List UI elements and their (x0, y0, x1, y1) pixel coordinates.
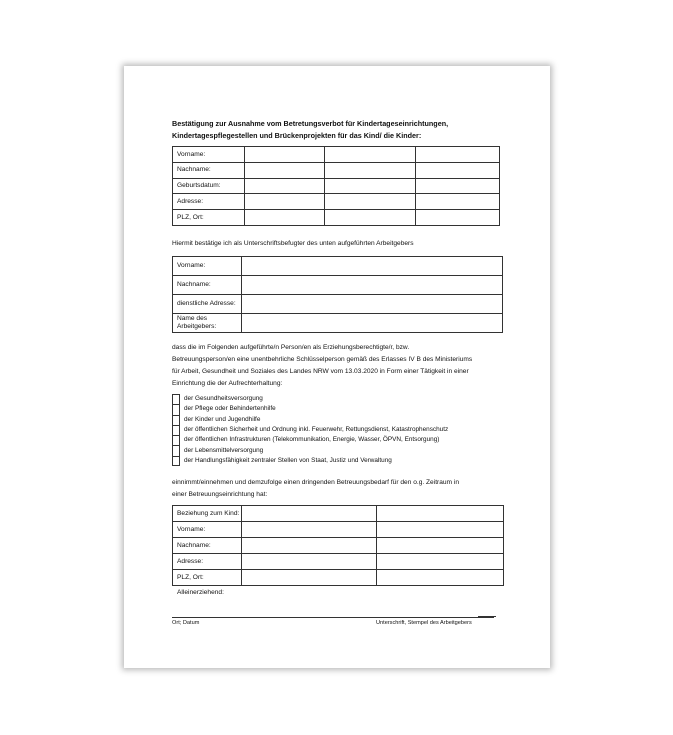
input-cell[interactable] (325, 194, 416, 210)
checklist-item[interactable] (172, 415, 448, 425)
input-cell[interactable] (245, 210, 325, 226)
checkbox[interactable] (172, 404, 180, 414)
input-cell[interactable] (325, 163, 416, 179)
sector-checklist (172, 394, 448, 466)
checkbox-label: der Kinder und Jugendhilfe (184, 415, 261, 423)
input-cell[interactable] (325, 147, 416, 163)
checkbox[interactable] (172, 415, 180, 425)
title-line: Bestätigung zur Ausnahme vom Betretungsverbot für Kindertageseinrichtungen, (172, 119, 449, 128)
checkbox-label: der Gesundheitsversorgung (184, 395, 263, 403)
field-label: Nachname: (173, 276, 242, 295)
declaration-line: Einrichtung die der Aufrechterhaltung: (172, 380, 283, 387)
table-row (173, 210, 500, 226)
field-label: Adresse: (173, 194, 245, 210)
checkbox-label: der Pflege oder Behindertenhilfe (184, 405, 276, 413)
employer-table (172, 256, 503, 333)
signature-line (172, 617, 494, 618)
table-row (173, 147, 500, 163)
input-cell[interactable] (377, 538, 504, 554)
table-row (173, 276, 503, 295)
input-cell[interactable] (242, 257, 503, 276)
input-cell[interactable] (245, 163, 325, 179)
field-label: Nachname: (173, 163, 245, 179)
checklist-item[interactable] (172, 456, 448, 466)
need-line: einnimmt/einnehmen und demzufolge einen dringenden Betreuungsbedarf für den o.g. Zeitraum in (172, 479, 460, 486)
input-cell[interactable] (377, 506, 504, 522)
employer-intro: Hiermit bestätige ich als Unterschriftsbefugter des unten aufgeführten Arbeitgebers (172, 240, 414, 247)
declaration-line: Betreuungsperson/en eine unentbehrliche Schlüsselperson gemäß des Erlasses IV B des Ministeriums (172, 356, 473, 363)
input-cell[interactable] (242, 506, 377, 522)
field-label: PLZ, Ort: (173, 210, 245, 226)
input-cell[interactable] (416, 210, 500, 226)
checklist-item[interactable] (172, 404, 448, 414)
declaration-paragraph (172, 342, 544, 390)
field-label: PLZ, Ort: (173, 570, 242, 586)
field-label: Adresse: (173, 554, 242, 570)
need-line: einer Betreuungseinrichtung hat: (172, 491, 268, 498)
field-label: dienstliche Adresse: (173, 295, 242, 314)
input-cell[interactable] (325, 178, 416, 194)
checkbox-label: der öffentlichen Infrastrukturen (Telekommunikation, Energie, Wasser, ÖPVN, Entsorgung) (184, 436, 440, 444)
table-row (173, 163, 500, 179)
checklist-item[interactable] (172, 445, 448, 455)
field-label: Beziehung zum Kind: (173, 506, 242, 522)
input-cell[interactable] (242, 522, 377, 538)
input-cell[interactable] (242, 276, 503, 295)
table-row (173, 538, 504, 554)
document-page (124, 66, 550, 668)
table-row (173, 522, 504, 538)
input-cell[interactable] (416, 178, 500, 194)
input-cell[interactable] (242, 538, 377, 554)
input-cell[interactable] (325, 210, 416, 226)
checkbox[interactable] (172, 456, 180, 466)
child-table (172, 146, 500, 226)
employer-signature-label: Unterschrift, Stempel des Arbeitgebers (376, 620, 472, 626)
input-cell[interactable] (242, 554, 377, 570)
input-cell[interactable] (245, 178, 325, 194)
table-row (173, 570, 504, 586)
input-cell[interactable] (416, 147, 500, 163)
parent-table (172, 505, 504, 586)
single-parent-label: Alleinerziehend: (177, 589, 224, 596)
signature-line-segment (478, 616, 496, 617)
need-paragraph (172, 477, 544, 501)
checkbox[interactable] (172, 394, 180, 404)
document-title (172, 118, 532, 142)
checkbox[interactable] (172, 435, 180, 445)
input-cell[interactable] (377, 570, 504, 586)
checkbox-label: der öffentlichen Sicherheit und Ordnung inkl. Feuerwehr, Rettungsdienst, Katastrophenschutz (184, 426, 449, 434)
input-cell[interactable] (416, 194, 500, 210)
input-cell[interactable] (245, 147, 325, 163)
field-label: Vorname: (173, 147, 245, 163)
declaration-line: für Arbeit, Gesundheit und Soziales des Landes NRW vom 13.03.2020 in Form einer Tätigkeit in einer (172, 368, 469, 375)
table-row (173, 194, 500, 210)
input-cell[interactable] (245, 194, 325, 210)
input-cell[interactable] (242, 570, 377, 586)
input-cell[interactable] (416, 163, 500, 179)
field-label: Vorname: (173, 522, 242, 538)
table-row (173, 506, 504, 522)
table-row (173, 257, 503, 276)
checklist-item[interactable] (172, 435, 448, 445)
checkbox[interactable] (172, 425, 180, 435)
declaration-line: dass die im Folgenden aufgeführte/n Person/en als Erziehungsberechtigte/r, bzw. (172, 344, 410, 351)
checklist-item[interactable] (172, 425, 448, 435)
field-label: Name des Arbeitgebers: (173, 314, 242, 333)
checkbox-label: der Handlungsfähigkeit zentraler Stellen von Staat, Justiz und Verwaltung (184, 456, 392, 464)
field-label: Nachname: (173, 538, 242, 554)
checkbox[interactable] (172, 445, 180, 455)
input-cell[interactable] (242, 295, 503, 314)
input-cell[interactable] (242, 314, 503, 333)
field-label: Vorname: (173, 257, 242, 276)
table-row (173, 314, 503, 333)
table-row (173, 554, 504, 570)
input-cell[interactable] (377, 522, 504, 538)
place-date-label: Ort; Datum (172, 620, 200, 626)
field-label: Geburtsdatum: (173, 178, 245, 194)
table-row (173, 178, 500, 194)
checkbox-label: der Lebensmittelversorgung (184, 446, 264, 454)
table-row (173, 295, 503, 314)
title-line: Kindertagespflegestellen und Brückenprojekten für das Kind/ die Kinder: (172, 131, 422, 140)
checklist-item[interactable] (172, 394, 448, 404)
input-cell[interactable] (377, 554, 504, 570)
